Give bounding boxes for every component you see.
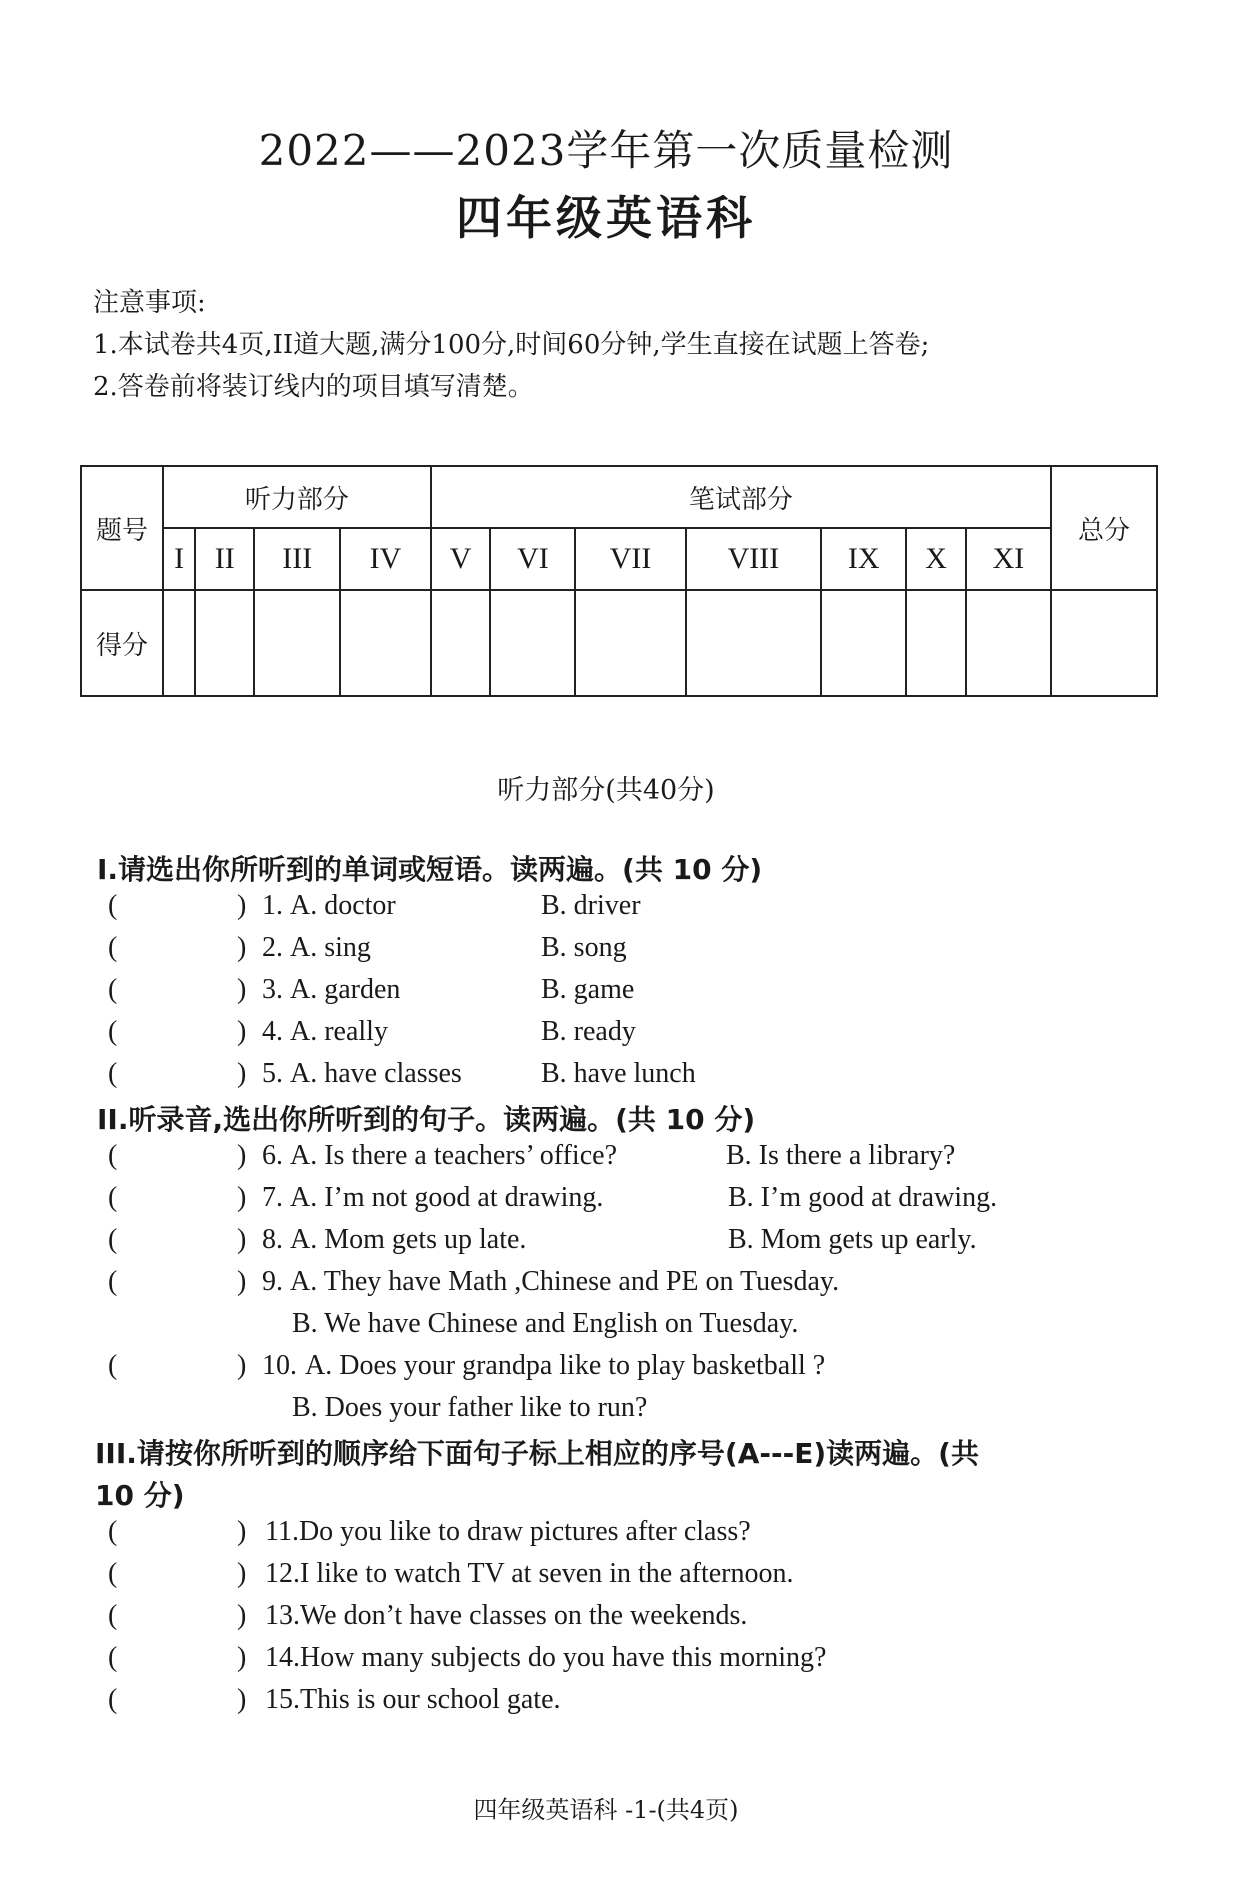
sentence: 12.I like to watch TV at seven in the afternoon. <box>265 1558 794 1589</box>
answer-paren-open[interactable]: ( <box>108 1684 118 1715</box>
answer-paren-open[interactable]: ( <box>108 1016 118 1047</box>
answer-paren-close: ) <box>237 974 247 1005</box>
option-b: B. Does your father like to run? <box>292 1392 648 1423</box>
answer-paren-close: ) <box>237 890 247 921</box>
score-cell[interactable] <box>575 590 685 696</box>
answer-paren-open[interactable]: ( <box>108 1266 118 1297</box>
listening-section-title: 听力部分(共40分) <box>497 775 715 806</box>
option-a: A. sing <box>290 932 371 963</box>
column-header: XI <box>966 528 1051 590</box>
column-header: V <box>431 528 491 590</box>
question-number: 6. <box>262 1140 283 1171</box>
page-footer: 四年级英语科 -1-(共4页) <box>473 1796 739 1824</box>
answer-paren-open[interactable]: ( <box>108 1642 118 1673</box>
answer-paren-close: ) <box>237 1516 247 1547</box>
option-a: A. I’m not good at drawing. <box>290 1182 604 1213</box>
option-b: B. game <box>541 974 635 1005</box>
answer-paren-close: ) <box>237 1600 247 1631</box>
instruction-item: 1.本试卷共4页,II道大题,满分100分,时间60分钟,学生直接在试题上答卷; <box>93 330 930 360</box>
answer-paren-open[interactable]: ( <box>108 1182 118 1213</box>
answer-paren-close: ) <box>237 1016 247 1047</box>
answer-paren-close: ) <box>237 1182 247 1213</box>
exam-title: 2022——2023学年第一次质量检测 <box>258 126 954 175</box>
question-number: 3. <box>262 974 283 1005</box>
column-header: II <box>195 528 254 590</box>
answer-paren-open[interactable]: ( <box>108 1558 118 1589</box>
column-header: VI <box>490 528 575 590</box>
column-header: X <box>906 528 966 590</box>
score-cell[interactable] <box>686 590 821 696</box>
label-score: 得分 <box>81 590 163 696</box>
question-number: 1. <box>262 890 283 921</box>
answer-paren-open[interactable]: ( <box>108 932 118 963</box>
option-b: B. Mom gets up early. <box>728 1224 977 1255</box>
question-number: 9. <box>262 1266 283 1297</box>
option-a: A. garden <box>290 974 401 1005</box>
column-header: IV <box>340 528 430 590</box>
question-number: 4. <box>262 1016 283 1047</box>
option-b: B. ready <box>541 1016 636 1047</box>
answer-paren-open[interactable]: ( <box>108 890 118 921</box>
answer-paren-open[interactable]: ( <box>108 1224 118 1255</box>
exam-subtitle: 四年级英语科 <box>456 191 756 245</box>
sentence: 11.Do you like to draw pictures after class? <box>265 1516 751 1547</box>
answer-paren-close: ) <box>237 1058 247 1089</box>
section-3-heading-cont: 10 分) <box>95 1479 185 1512</box>
column-header: IX <box>821 528 906 590</box>
answer-paren-open[interactable]: ( <box>108 1058 118 1089</box>
question-number: 2. <box>262 932 283 963</box>
answer-paren-open[interactable]: ( <box>108 1350 118 1381</box>
option-b: B. have lunch <box>541 1058 696 1089</box>
answer-paren-open[interactable]: ( <box>108 1600 118 1631</box>
sentence: 13.We don’t have classes on the weekends. <box>265 1600 748 1631</box>
score-cell[interactable] <box>163 590 195 696</box>
option-b: B. Is there a library? <box>726 1140 956 1171</box>
option-b: B. driver <box>541 890 641 921</box>
option-a: A. They have Math ,Chinese and PE on Tuesday. <box>290 1266 840 1297</box>
score-cell[interactable] <box>431 590 491 696</box>
score-cell[interactable] <box>254 590 340 696</box>
question-number: 10. <box>262 1350 297 1381</box>
instructions <box>93 282 1133 408</box>
answer-paren-close: ) <box>237 1684 247 1715</box>
option-a: A. Mom gets up late. <box>290 1224 527 1255</box>
sentence: 15.This is our school gate. <box>265 1684 561 1715</box>
answer-paren-open[interactable]: ( <box>108 1140 118 1171</box>
score-cell[interactable] <box>821 590 906 696</box>
answer-paren-close: ) <box>237 1558 247 1589</box>
option-b: B. I’m good at drawing. <box>728 1182 998 1213</box>
answer-paren-open[interactable]: ( <box>108 974 118 1005</box>
answer-paren-close: ) <box>237 1266 247 1297</box>
column-header: III <box>254 528 340 590</box>
answer-paren-close: ) <box>237 1642 247 1673</box>
option-a: A. have classes <box>290 1058 462 1089</box>
column-header: I <box>163 528 195 590</box>
option-a: A. doctor <box>290 890 396 921</box>
section-1-heading: I.请选出你所听到的单词或短语。读两遍。(共 10 分) <box>97 853 763 886</box>
column-header: VII <box>575 528 685 590</box>
score-cell[interactable] <box>1051 590 1157 696</box>
score-cell[interactable] <box>906 590 966 696</box>
option-a: A. Is there a teachers’ office? <box>290 1140 617 1171</box>
score-cell[interactable] <box>195 590 254 696</box>
option-a: A. Does your grandpa like to play basketball ? <box>305 1350 826 1381</box>
option-b: B. We have Chinese and English on Tuesday. <box>292 1308 799 1339</box>
instructions-heading: 注意事项: <box>93 288 206 318</box>
section-2-heading: II.听录音,选出你所听到的句子。读两遍。(共 10 分) <box>97 1103 756 1136</box>
label-question-number: 题号 <box>81 466 163 590</box>
section-3-heading: III.请按你所听到的顺序给下面句子标上相应的序号(A---E)读两遍。(共 <box>95 1437 979 1470</box>
score-table <box>80 465 1158 697</box>
question-number: 8. <box>262 1224 283 1255</box>
group-listening: 听力部分 <box>163 466 431 528</box>
answer-paren-close: ) <box>237 1224 247 1255</box>
score-cell[interactable] <box>490 590 575 696</box>
option-a: A. really <box>290 1016 388 1047</box>
answer-paren-close: ) <box>237 1140 247 1171</box>
question-number: 5. <box>262 1058 283 1089</box>
answer-paren-close: ) <box>237 1350 247 1381</box>
group-written: 笔试部分 <box>431 466 1051 528</box>
question-number: 7. <box>262 1182 283 1213</box>
instruction-item: 2.答卷前将装订线内的项目填写清楚。 <box>93 372 534 402</box>
option-b: B. song <box>541 932 627 963</box>
column-header: VIII <box>686 528 821 590</box>
sentence: 14.How many subjects do you have this morning? <box>265 1642 827 1673</box>
label-total: 总分 <box>1051 466 1157 590</box>
answer-paren-open[interactable]: ( <box>108 1516 118 1547</box>
answer-paren-close: ) <box>237 932 247 963</box>
score-cell[interactable] <box>966 590 1051 696</box>
score-cell[interactable] <box>340 590 430 696</box>
